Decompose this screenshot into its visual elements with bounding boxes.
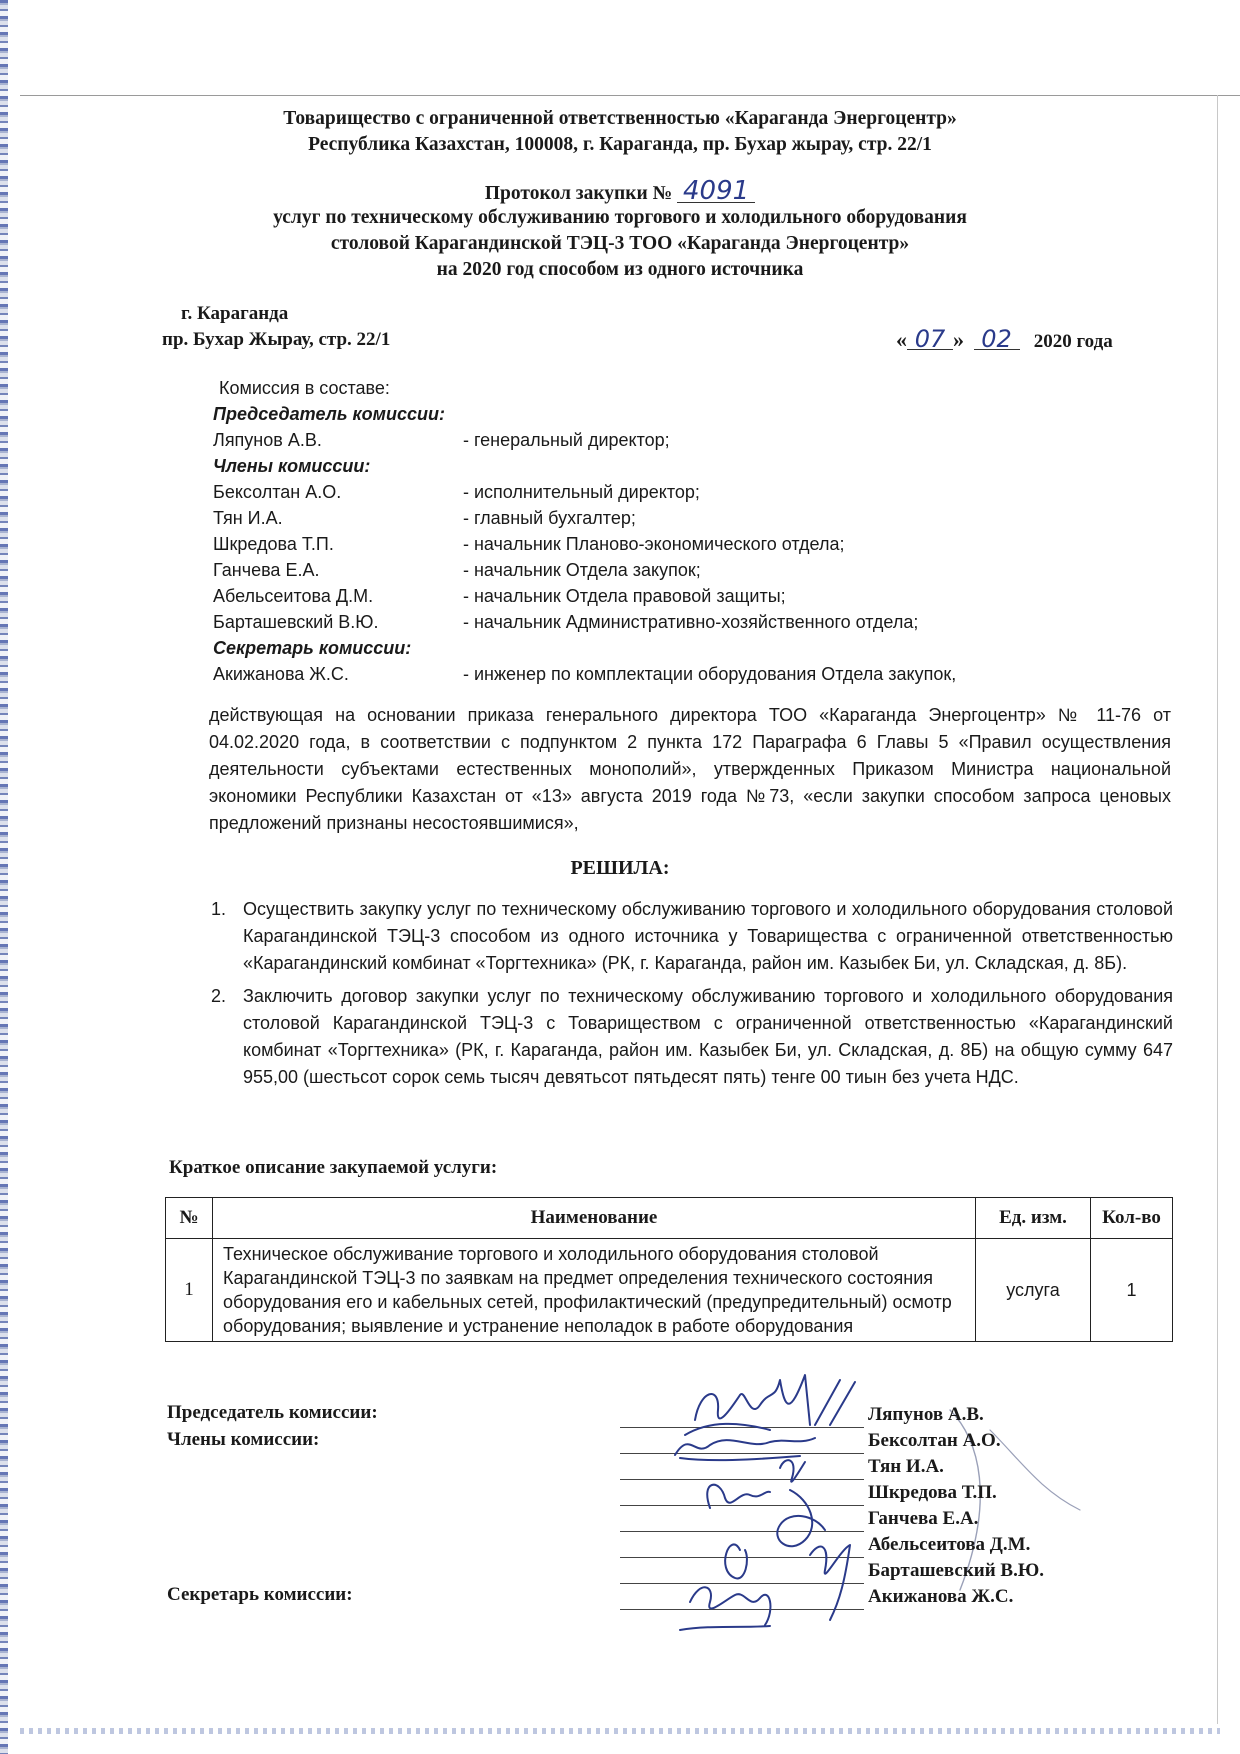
scan-right-rule <box>1217 95 1218 1724</box>
signature-name: Бексолтан А.О. <box>868 1430 1001 1451</box>
protocol-subject-line-1: услуг по техническому обслуживанию торгового и холодильного оборудования <box>273 207 967 228</box>
signature-name: Барташевский В.Ю. <box>868 1560 1045 1581</box>
protocol-title-prefix: Протокол закупки № <box>484 183 673 204</box>
commission-list <box>213 375 1113 687</box>
decision-text: Осуществить закупку услуг по техническому обслуживанию торгового и холодильного оборудования столовой Карагандинской ТЭЦ-3 способом из одного источника у Товарищества с ограниченной ответственностью «Карагандинский комбинат «Торгтехника» (РК, г. Караганда, район им. Казыбек Би, ул. Складская, д. 8Б). <box>243 899 1173 973</box>
decision-number: 1. <box>211 899 227 919</box>
service-table <box>165 1197 1173 1342</box>
cell-unit: услуга <box>976 1239 1091 1342</box>
commission-row <box>213 427 1113 453</box>
col-header-unit: Ед. изм. <box>976 1198 1091 1239</box>
date-year: 2020 года <box>1033 331 1113 352</box>
col-header-qty: Кол-во <box>1091 1198 1173 1239</box>
cell-qty: 1 <box>1091 1239 1173 1342</box>
signature-members-label: Члены комиссии: <box>167 1429 320 1450</box>
protocol-date: « 07 » 02 2020 года <box>896 325 1113 353</box>
scan-bottom-artifact <box>20 1728 1220 1734</box>
commission-lead: Комиссия в составе: <box>219 378 390 398</box>
member-name: Барташевский В.Ю. <box>213 612 379 632</box>
signature-names <box>868 1402 1044 1610</box>
signature-name: Акижанова Ж.С. <box>868 1586 1014 1607</box>
protocol-subject-line-2: столовой Карагандинской ТЭЦ-3 ТОО «Караганда Энергоцентр» <box>330 233 910 254</box>
member-role: - исполнительный директор; <box>463 482 700 502</box>
member-name: Ганчева Е.А. <box>213 560 320 580</box>
commission-row <box>213 609 1113 635</box>
member-name: Бексолтан А.О. <box>213 482 342 502</box>
protocol-number: 4091 <box>677 180 755 203</box>
members-header: Члены комиссии: <box>213 456 371 476</box>
cell-num: 1 <box>166 1239 213 1342</box>
protocol-subject-line-3: на 2020 год способом из одного источника <box>436 259 804 280</box>
commission-row <box>213 531 1113 557</box>
member-name: Тян И.А. <box>213 508 283 528</box>
member-role: - инженер по комплектации оборудования Отдела закупок, <box>463 664 957 684</box>
col-header-num: № <box>166 1198 213 1239</box>
brief-heading: Краткое описание закупаемой услуги: <box>169 1157 498 1178</box>
decision-item <box>209 983 1173 1091</box>
commission-row <box>213 479 1113 505</box>
decided-heading: РЕШИЛА: <box>570 857 670 879</box>
signature-name: Шкредова Т.П. <box>868 1482 997 1503</box>
member-name: Шкредова Т.П. <box>213 534 334 554</box>
table-header-row <box>166 1198 1173 1239</box>
place-street: пр. Бухар Жырау, стр. 22/1 <box>162 329 391 350</box>
table-row <box>166 1239 1173 1342</box>
member-role: - начальник Административно-хозяйственного отдела; <box>463 612 919 632</box>
decision-number: 2. <box>211 986 227 1006</box>
commission-row <box>213 661 1113 687</box>
date-month: 02 <box>974 329 1020 350</box>
signature-name: Абельсеитова Д.М. <box>868 1534 1031 1555</box>
company-name: Товарищество с ограниченной ответственностью «Караганда Энергоцентр» <box>283 108 957 129</box>
member-name: Ляпунов А.В. <box>213 430 322 450</box>
member-role: - начальник Отдела закупок; <box>463 560 701 580</box>
member-name: Абельсеитова Д.М. <box>213 586 374 606</box>
scan-top-rule <box>20 95 1240 96</box>
basis-paragraph: действующая на основании приказа генерального директора ТОО «Караганда Энергоцентр» № 11-76 от 04.02.2020 года, в соответствии с подпунктом 2 пункта 172 Параграфа 6 Главы 5 «Правил осуществления деятельности субъектами естественных монополий», утвержденных Приказом Министра национальной экономики Республики Казахстан от «13» августа 2019 года №73, «если закупки способом запроса ценовых предложений признаны несостоявшимися», <box>209 705 1171 833</box>
company-address: Республика Казахстан, 100008, г. Караганда, пр. Бухар жырау, стр. 22/1 <box>308 134 932 155</box>
commission-row <box>213 557 1113 583</box>
chair-header: Председатель комиссии: <box>213 404 445 424</box>
signature-name: Ганчева Е.А. <box>868 1508 979 1529</box>
signature-secretary-label: Секретарь комиссии: <box>167 1584 353 1605</box>
protocol-title <box>0 176 1240 206</box>
secretary-header: Секретарь комиссии: <box>213 638 412 658</box>
member-role: - начальник Планово-экономического отдела; <box>463 534 845 554</box>
decision-item <box>209 896 1173 977</box>
col-header-name: Наименование <box>213 1198 976 1239</box>
place-city: г. Караганда <box>181 303 289 324</box>
member-name: Акижанова Ж.С. <box>213 664 349 684</box>
signature-name: Ляпунов А.В. <box>868 1404 984 1425</box>
member-role: - начальник Отдела правовой защиты; <box>463 586 786 606</box>
signature-name: Тян И.А. <box>868 1456 944 1477</box>
commission-row <box>213 583 1113 609</box>
cell-name: Техническое обслуживание торгового и холодильного оборудования столовой Карагандинской ТЭЦ-3 по заявкам на предмет определения технического состояния оборудования его и кабельных сетей, профилактический (предупредительный) осмотр оборудования; выявление и устранение неполадок в работе оборудования <box>213 1239 976 1342</box>
decision-text: Заключить договор закупки услуг по техническому обслуживанию торгового и холодильного оборудования столовой Карагандинской ТЭЦ-3 с Товариществом с ограниченной ответственностью «Карагандинский комбинат «Торгтехника» (РК, г. Караганда, район им. Казыбек Би, ул. Складская, д. 8Б) на общую сумму 647 955,00 (шестьсот сорок семь тысяч девятьсот пятьдесят пять) тенге 00 тиын без учета НДС. <box>243 986 1173 1087</box>
signature-chair-label: Председатель комиссии: <box>167 1402 378 1423</box>
decision-list <box>209 896 1173 1097</box>
commission-row <box>213 505 1113 531</box>
member-role: - главный бухгалтер; <box>463 508 636 528</box>
member-role: - генеральный директор; <box>463 430 670 450</box>
date-day: 07 <box>907 329 953 350</box>
